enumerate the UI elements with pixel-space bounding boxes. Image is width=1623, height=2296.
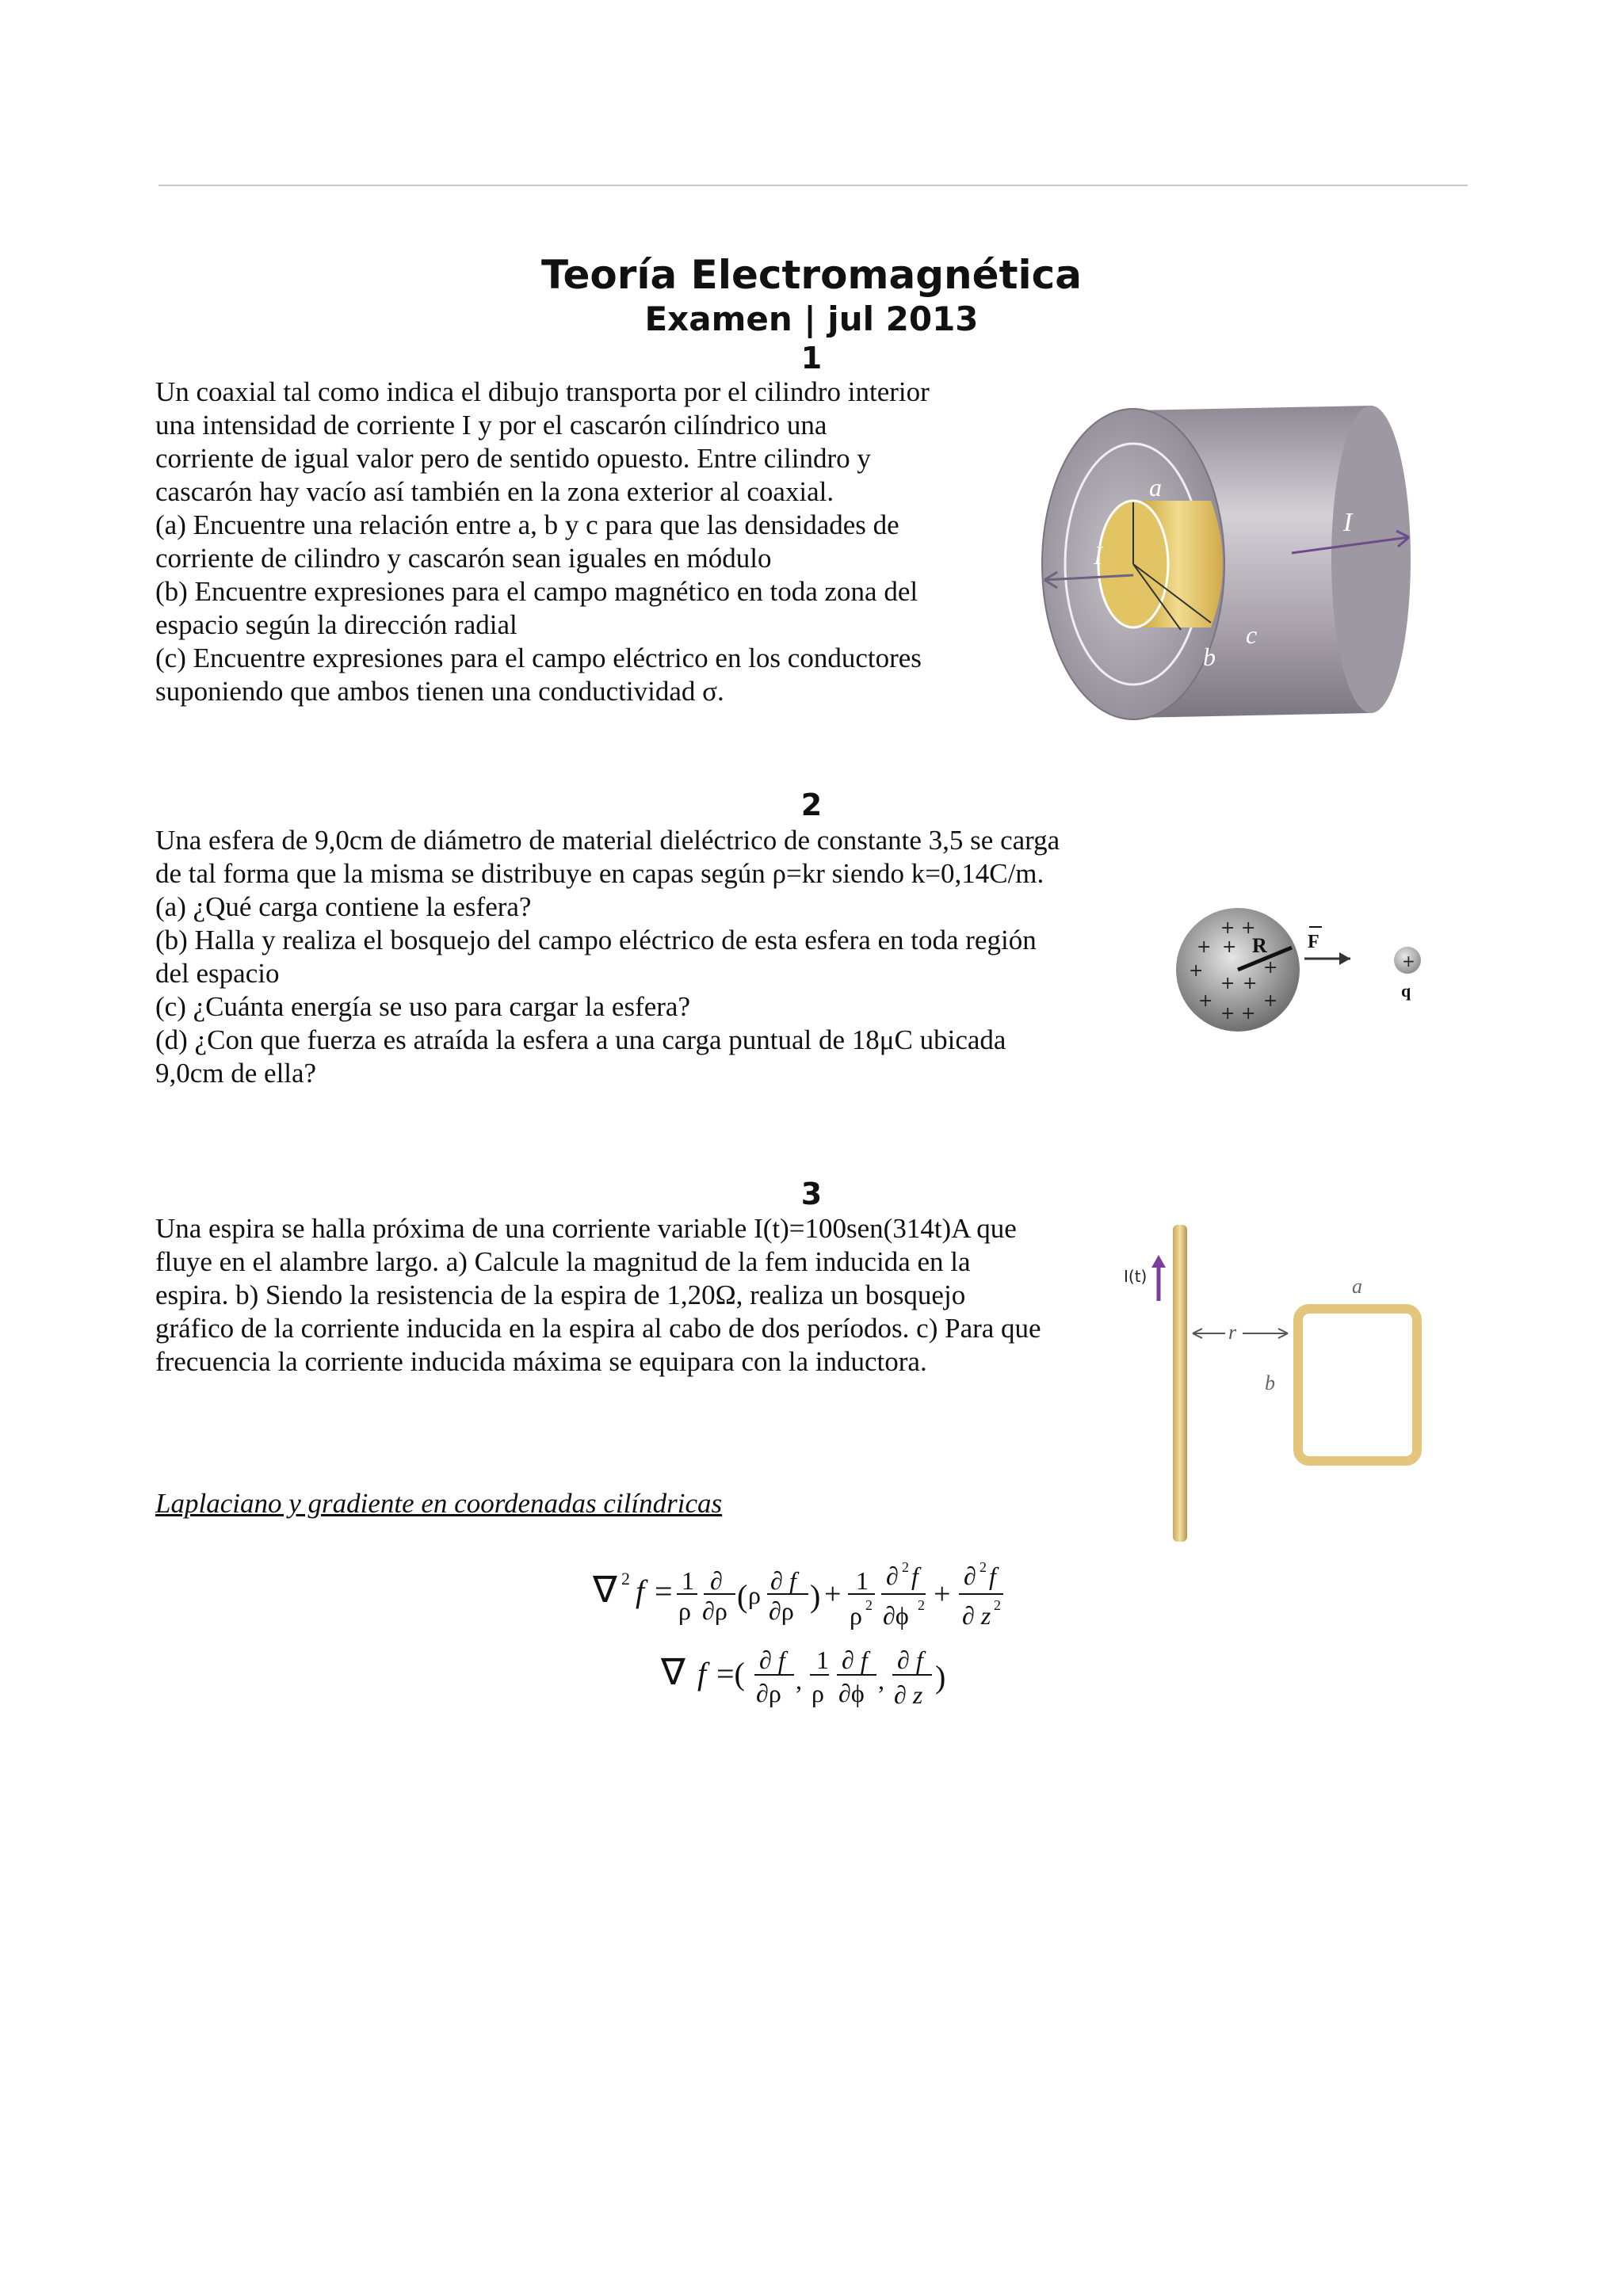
svg-text:1: 1 [682,1566,694,1595]
charge-plus: + [1220,918,1235,938]
label-r: r [1228,1321,1237,1344]
problem-1-line: corriente de cilindro y cascarón sean iguales en módulo [155,543,772,574]
current-up-arrowhead [1151,1255,1166,1268]
svg-text:∂: ∂ [710,1566,723,1595]
svg-text:∂ f: ∂ f [897,1646,923,1674]
charge-plus: + [1222,937,1237,957]
svg-text:2: 2 [902,1559,909,1575]
problem-1-line: espacio según la dirección radial [155,609,517,640]
rectangular-loop [1298,1309,1417,1461]
coaxial-figure [1030,396,1442,729]
svg-text:∂ρ: ∂ρ [769,1596,794,1625]
problem-1-line: Un coaxial tal como indica el dibujo transporta por el cilindro interior [155,376,930,407]
svg-text:1: 1 [856,1566,869,1595]
charge-plus: + [1263,991,1278,1011]
header-rule [158,185,1468,186]
svg-text:∂ z: ∂ z [894,1680,923,1709]
problem-2-number: 2 [800,788,823,822]
svg-text:∂ f: ∂ f [842,1646,868,1674]
svg-text:=: = [655,1573,673,1609]
label-current-right: I [1343,508,1353,537]
svg-text:,: , [796,1666,802,1695]
svg-text:+: + [934,1577,951,1611]
svg-text:ρ: ρ [850,1601,862,1630]
label-current: I(t) [1124,1267,1148,1286]
svg-text:1: 1 [816,1646,829,1674]
svg-text:∂ρ: ∂ρ [702,1596,727,1625]
svg-text:2: 2 [621,1569,630,1589]
label-a: a [1149,473,1162,502]
problem-3-line: espira. b) Siendo la resistencia de la espira de 1,20Ω, realiza un bosquejo [155,1280,966,1310]
svg-text:∂ϕ: ∂ϕ [883,1601,909,1630]
wire-loop-figure [1117,1220,1474,1545]
page-title: Teoría Electromagnética [541,252,1082,298]
problem-1-number: 1 [800,341,823,376]
charge-plus: + [1263,958,1278,978]
problem-2-line: 9,0cm de ella? [155,1058,317,1089]
svg-text:(: ( [737,1578,748,1614]
svg-text:2: 2 [994,1597,1001,1613]
problem-2-line: de tal forma que la misma se distribuye en capas según ρ=kr siendo k=0,14C/m. [155,858,1044,889]
laplacian-formula [586,1553,1078,1719]
svg-text:∂: ∂ [964,1562,976,1590]
long-wire [1173,1225,1187,1542]
svg-text:ρ: ρ [678,1596,691,1625]
svg-text:2: 2 [980,1559,987,1575]
svg-text:2: 2 [865,1597,873,1613]
problem-3-number: 3 [800,1177,823,1211]
label-current-left: I [1094,541,1103,570]
svg-text:2: 2 [918,1597,925,1613]
problem-3-line: gráfico de la corriente inducida en la espira al cabo de dos períodos. c) Para que [155,1313,1041,1344]
label-a: a [1352,1275,1362,1298]
problem-2-line: (b) Halla y realiza el bosquejo del campo eléctrico de esta esfera en toda región [155,925,1037,955]
svg-text:∂ρ: ∂ρ [756,1679,781,1707]
laplacian-title: Laplaciano y gradiente en coordenadas cilíndricas [155,1488,723,1519]
problem-1-line: suponiendo que ambos tienen una conductividad σ. [155,676,724,707]
label-q: q [1401,981,1411,1001]
svg-text:): ) [935,1659,946,1695]
problem-1-line: una intensidad de corriente I y por el cascarón cilíndrico una [155,410,827,441]
problem-1-line: (c) Encuentre expresiones para el campo eléctrico en los conductores [155,643,922,673]
charge-plus: + [1243,974,1258,994]
svg-text:f: f [636,1573,645,1609]
problem-1-line: cascarón hay vacío así también en la zona exterior al coaxial. [155,476,834,507]
svg-text:∂ϕ: ∂ϕ [838,1679,865,1707]
charge-plus: + [1241,1004,1256,1024]
problem-2-line: (c) ¿Cuánta energía se uso para cargar la esfera? [155,991,690,1022]
problem-1-line: (a) Encuentre una relación entre a, b y c para que las densidades de [155,509,899,540]
problem-1-text [155,376,930,708]
svg-text:∂: ∂ [886,1562,899,1590]
label-F: F [1308,932,1319,952]
svg-text:∂ f: ∂ f [759,1646,785,1674]
svg-text:f: f [911,1562,918,1590]
svg-text:ρ: ρ [812,1679,824,1707]
problem-3-line: Una espira se halla próxima de una corriente variable I(t)=100sen(314t)A que [155,1213,1017,1244]
force-arrowhead [1339,952,1350,965]
label-R: R [1252,934,1267,957]
cylinder-back-edge [1331,406,1411,713]
sphere-figure [1165,903,1434,1038]
problem-2-text [155,824,1060,1090]
label-b: b [1203,643,1216,671]
problem-3-line: fluye en el alambre largo. a) Calcule la magnitud de la fem inducida en la [155,1246,971,1277]
charge-plus: + [1197,937,1212,957]
point-charge-sign: + [1402,952,1415,971]
charge-plus: + [1198,991,1213,1011]
problem-1-line: (b) Encuentre expresiones para el campo magnético en toda zona del [155,576,918,607]
label-c: c [1246,620,1258,649]
svg-text:∇: ∇ [661,1652,685,1692]
charge-plus: + [1189,961,1204,981]
charge-plus: + [1220,974,1235,994]
charge-plus: + [1241,918,1256,938]
problem-2-line: (d) ¿Con que fuerza es atraída la esfera a una carga puntual de 18μC ubicada [155,1024,1006,1055]
svg-text:∂ f: ∂ f [770,1566,796,1595]
svg-text:ρ: ρ [748,1581,761,1609]
page-subtitle: Examen | jul 2013 [644,299,979,338]
svg-text:f: f [697,1656,707,1691]
problem-2-line: (a) ¿Qué carga contiene la esfera? [155,891,532,922]
charge-plus: + [1220,1004,1235,1024]
svg-text:∂ z: ∂ z [962,1601,991,1630]
problem-2-line: del espacio [155,958,280,989]
problem-3-line: frecuencia la corriente inducida máxima se equipara con la inductora. [155,1346,927,1377]
svg-text:∇: ∇ [593,1569,617,1610]
svg-text:,: , [878,1666,884,1695]
svg-text:+: + [824,1577,842,1611]
problem-2-line: Una esfera de 9,0cm de diámetro de material dieléctrico de constante 3,5 se carga [155,825,1060,856]
svg-text:): ) [810,1578,821,1614]
svg-text:f: f [989,1562,996,1590]
label-b: b [1265,1371,1275,1394]
svg-text:=(: =( [716,1656,745,1691]
problem-3-text [155,1212,1041,1379]
problem-1-line: corriente de igual valor pero de sentido opuesto. Entre cilindro y [155,443,871,474]
